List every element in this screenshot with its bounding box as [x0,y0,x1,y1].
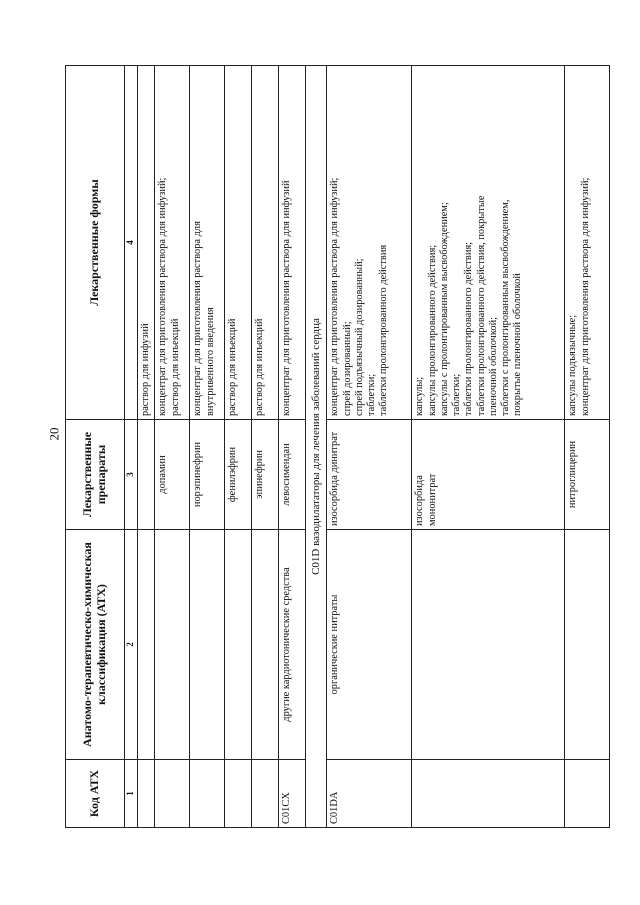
code-cell [155,760,190,828]
forms-cell [279,66,306,420]
code-cell: C01DA [327,760,412,828]
forms-cell [155,66,190,420]
code-cell [565,760,610,828]
drug-cell: левосимендан [279,420,306,530]
form-line: капсулы с пролонгированным высвобождением; [438,202,450,416]
table-row [190,66,225,828]
table-row [327,66,412,828]
section-title: C01D вазодилататоры для лечения заболеваний сердца [306,66,327,828]
drug-cell: эпинефрин [252,420,279,530]
rotated-table-wrapper [65,66,591,828]
form-line: покрытые пленочной оболочкой [512,273,524,416]
atc-cell [225,530,252,760]
form-line: капсулы; [414,376,426,416]
form-line: таблетки с пролонгированным высвобождением, [500,199,512,416]
form-line: спрей дозированный; [341,321,353,416]
form-line: таблетки пролонгированного действия [378,244,390,416]
atc-cell [190,530,225,760]
header-forms: Лекарственные формы [66,66,125,420]
form-line: концентрат для приготовления раствора для инфузий [281,180,293,416]
code-cell [412,760,565,828]
table-row [412,66,565,828]
atc-cell: органические нитраты [327,530,412,760]
form-line: капсулы подъязычные; [567,314,579,416]
form-line: раствор для инфузий [140,323,151,416]
forms-cell [252,66,279,420]
form-line: таблетки; [366,373,378,416]
form-line: концентрат для приготовления раствора для [192,221,204,416]
forms-cell [412,66,565,420]
atc-cell [565,530,610,760]
forms-cell [327,66,412,420]
column-number: 1 [125,760,138,828]
atc-cell [412,530,565,760]
page-number-text: 20 [46,427,61,441]
code-cell [252,760,279,828]
header-code: Код АТХ [66,760,125,828]
forms-cell [138,66,155,420]
form-line: внутривенного введения [204,307,216,416]
column-number: 4 [125,66,138,420]
form-line: таблетки пролонгированного действия; [463,241,475,416]
code-cell: C01CX [279,760,306,828]
atc-cell [138,530,155,760]
column-number: 2 [125,530,138,760]
drug-cell [138,420,155,530]
table-row [252,66,279,828]
code-cell [138,760,155,828]
form-line: таблетки; [451,373,463,416]
form-line: концентрат для приготовления раствора для инфузий; [157,177,169,416]
form-line: концентрат для приготовления раствора для инфузий; [579,177,591,416]
code-cell [225,760,252,828]
drug-cell: нитроглицерин [565,420,610,530]
forms-cell [565,66,610,420]
atc-cell [252,530,279,760]
drug-cell: изосорбида мононитрат [412,420,565,530]
column-number: 3 [125,420,138,530]
table-row [225,66,252,828]
forms-cell [190,66,225,420]
table-row [565,66,610,828]
table-row [279,66,306,828]
table-row [138,66,155,828]
drug-cell: допамин [155,420,190,530]
header-atc: Анатомо-терапевтическо-химическая классификация (АТХ) [66,530,125,760]
form-line: спрей подъязычный дозированный; [353,258,365,416]
form-line: раствор для инъекций [169,318,181,416]
form-line: концентрат для приготовления раствора для инфузий; [329,177,341,416]
forms-cell [225,66,252,420]
section-row [306,66,327,828]
form-line: раствор для инъекций [227,318,239,416]
header-row [66,66,125,828]
drug-cell: фенилэфрин [225,420,252,530]
column-number-row [125,66,138,828]
form-line: таблетки пролонгированного действия, покрытые [475,195,487,416]
page-number [46,427,62,441]
form-line: раствор для инъекций [254,318,266,416]
table-row [155,66,190,828]
atc-cell [155,530,190,760]
code-cell [190,760,225,828]
drug-table [65,65,610,828]
drug-cell: норэпинефрин [190,420,225,530]
drug-cell: изосорбида динитрат [327,420,412,530]
form-line: капсулы пролонгированного действия; [426,244,438,416]
atc-cell: другие кардиотонические средства [279,530,306,760]
header-drug: Лекарственные препараты [66,420,125,530]
form-line: пленочной оболочкой; [487,316,499,416]
